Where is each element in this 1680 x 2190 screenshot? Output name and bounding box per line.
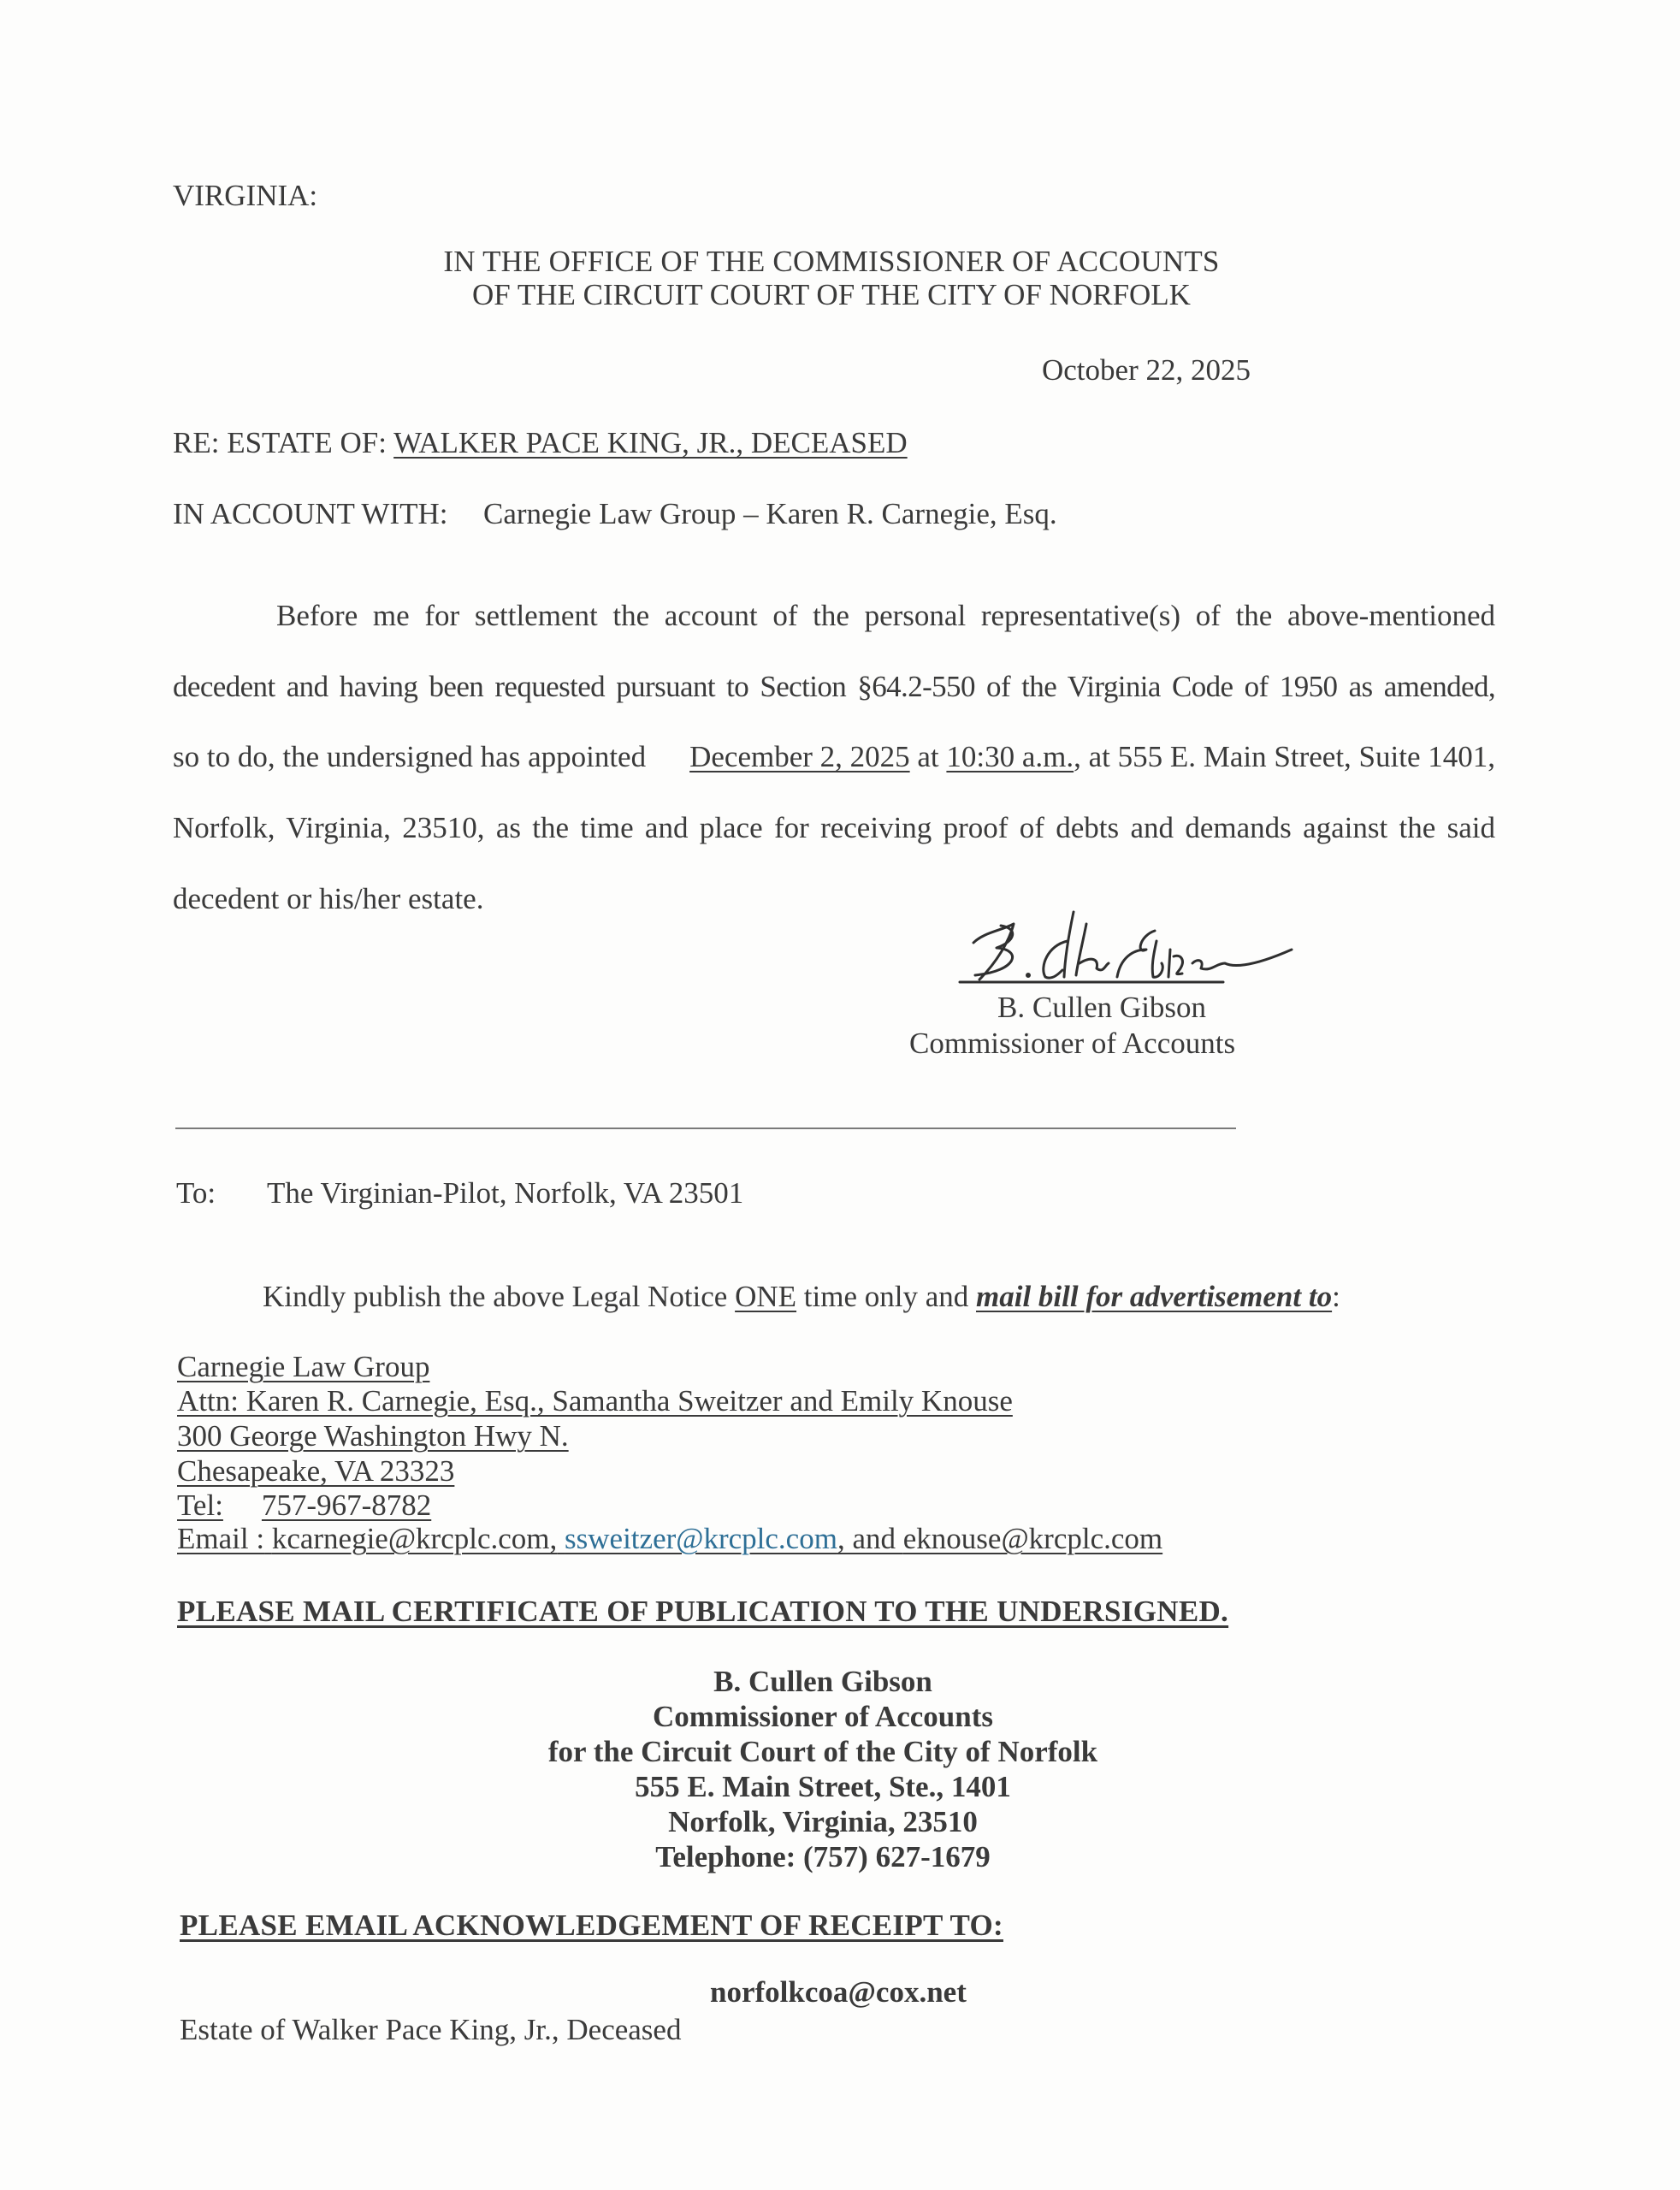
publish-count: ONE [735, 1280, 797, 1313]
estate-name: WALKER PACE KING, JR., DECEASED [393, 426, 908, 459]
billing-tel [177, 1490, 431, 1520]
jurisdiction-label: VIRGINIA: [173, 179, 318, 212]
account-value: Carnegie Law Group – Karen R. Carnegie, Esq. [482, 497, 1057, 530]
tel-number: 757-967-8782 [261, 1489, 432, 1522]
to-recipient: The Virginian-Pilot, Norfolk, VA 23501 [267, 1176, 744, 1210]
body-line-5: decedent or his/her estate. [173, 882, 484, 915]
body-line-3-pre: so to do, the undersigned has appointed [173, 740, 647, 773]
hearing-time: 10:30 a.m. [946, 740, 1074, 773]
instruction-text-mid: time only and [803, 1280, 969, 1313]
body-line-3-post: , at 555 E. Main Street, Suite 1401, [1074, 740, 1495, 773]
cert-line-street: 555 E. Main Street, Ste., 1401 [635, 1770, 1011, 1803]
office-line-2: OF THE CIRCUIT COURT OF THE CITY OF NORFOLK [472, 278, 1191, 311]
billing-attn: Attn: Karen R. Carnegie, Esq., Samantha Sweitzer and Emily Knouse [177, 1384, 1013, 1418]
re-label: RE: ESTATE OF: [173, 426, 387, 459]
signatory-name: B. Cullen Gibson [997, 991, 1207, 1024]
letter-date: October 22, 2025 [1042, 353, 1251, 387]
cert-line-title: Commissioner of Accounts [653, 1700, 993, 1733]
bill-instruction: mail bill for advertisement to [976, 1280, 1333, 1313]
email-label: Email : [177, 1522, 265, 1555]
billing-street: 300 George Washington Hwy N. [177, 1419, 569, 1453]
section-divider [175, 1128, 1236, 1129]
hearing-date: December 2, 2025 [689, 740, 910, 773]
instruction-colon: : [1332, 1280, 1340, 1313]
acknowledgement-heading: PLEASE EMAIL ACKNOWLEDGEMENT OF RECEIPT TO: [180, 1909, 1003, 1942]
body-at: at [917, 740, 939, 773]
email-link-kcarnegie[interactable]: kcarnegie@krcplc.com, [271, 1522, 558, 1555]
handwritten-signature-icon [949, 907, 1317, 988]
email-link-ssweitzer[interactable]: ssweitzer@krcplc.com [565, 1522, 837, 1555]
account-label: IN ACCOUNT WITH: [173, 497, 448, 530]
cert-line-city: Norfolk, Virginia, 23510 [668, 1805, 978, 1838]
signatory-title: Commissioner of Accounts [909, 1027, 1236, 1060]
certificate-heading: PLEASE MAIL CERTIFICATE OF PUBLICATION TO THE UNDERSIGNED. [177, 1595, 1229, 1628]
account-line [173, 499, 1057, 529]
body-line-4: Norfolk, Virginia, 23510, as the time and place for receiving proof of debts and demands against the said [173, 811, 1495, 844]
instruction-text: Kindly publish the above Legal Notice [263, 1280, 728, 1313]
publish-instruction [263, 1281, 1340, 1311]
estate-reference: Estate of Walker Pace King, Jr., Deceased [180, 2013, 682, 2046]
cert-line-name: B. Cullen Gibson [713, 1665, 932, 1698]
billing-firm: Carnegie Law Group [177, 1350, 430, 1383]
acknowledgement-email[interactable]: norfolkcoa@cox.net [710, 1975, 967, 2009]
email-link-eknouse[interactable]: eknouse@krcplc.com [902, 1522, 1163, 1555]
body-line-1: Before me for settlement the account of the personal representative(s) of the above-mentioned [276, 599, 1495, 632]
office-line-1: IN THE OFFICE OF THE COMMISSIONER OF ACCOUNTS [443, 245, 1220, 278]
cert-line-court: for the Circuit Court of the City of Norfolk [547, 1735, 1098, 1768]
cert-line-phone: Telephone: (757) 627-1679 [655, 1840, 991, 1873]
billing-city: Chesapeake, VA 23323 [177, 1454, 455, 1488]
signature-image [949, 907, 1317, 988]
billing-email [177, 1524, 1162, 1554]
certificate-address-block [0, 1666, 1680, 1877]
re-line [173, 428, 908, 458]
body-line-3 [173, 742, 1495, 772]
tel-label: Tel: [177, 1489, 223, 1522]
body-line-2: decedent and having been requested pursuant to Section §64.2-550 of the Virginia Code of 1950 as amended, [173, 670, 1495, 703]
to-label: To: [176, 1176, 216, 1210]
email-and: , and [837, 1522, 896, 1555]
